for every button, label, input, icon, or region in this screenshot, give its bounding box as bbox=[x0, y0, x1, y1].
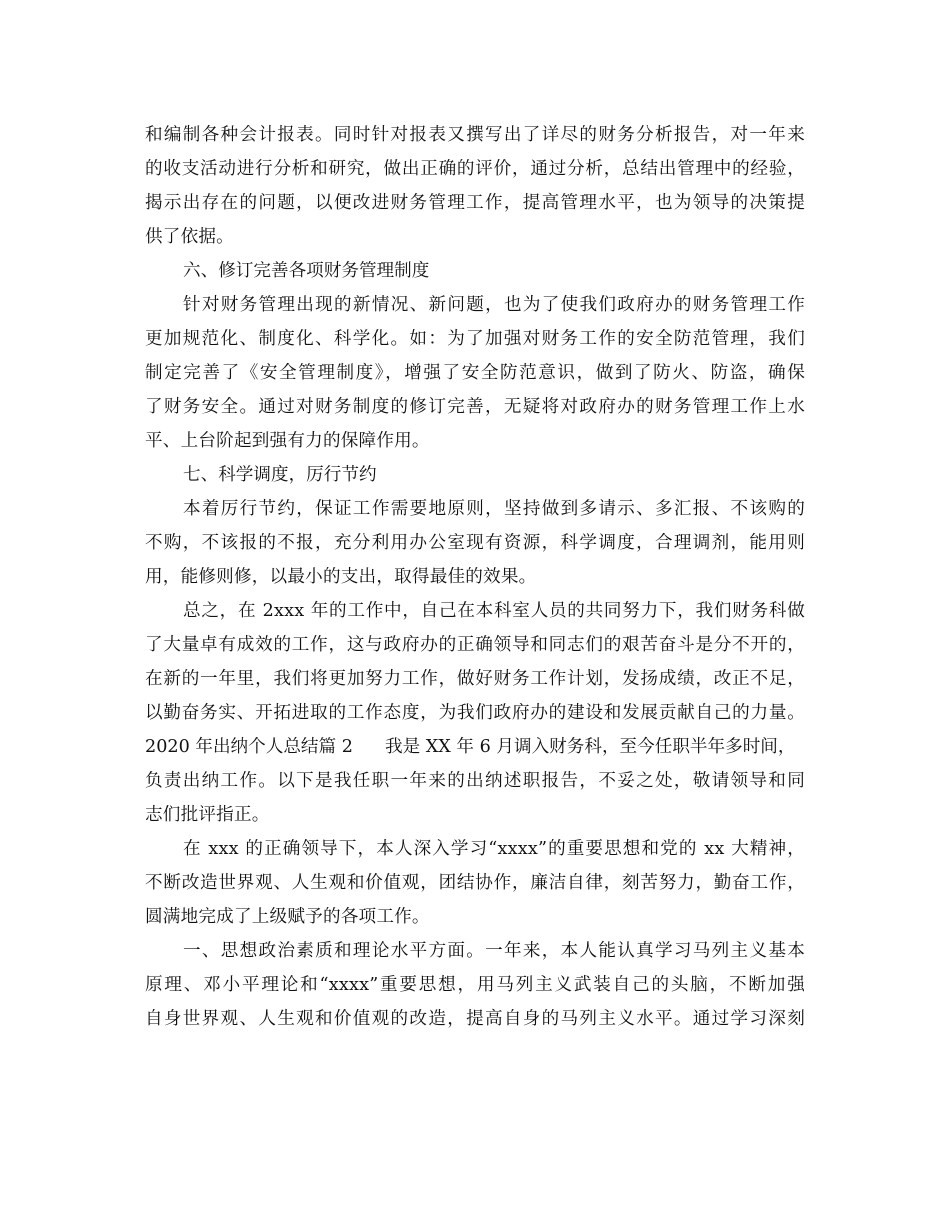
section-heading-6: 六、修订完善各项财务管理制度 bbox=[183, 261, 430, 281]
article-title-line bbox=[145, 730, 805, 764]
article-title-rest: 我是 XX 年 6 月调入财务科，至今任职半年多时间， bbox=[385, 737, 796, 757]
text-line: 用，能修则修，以最小的支出，取得最佳的效果。 bbox=[145, 567, 537, 587]
text-line: 供了依据。 bbox=[145, 227, 234, 247]
text-line: 的收支活动进行分析和研究，做出正确的评价，通过分析，总结出管理中的经验， bbox=[145, 159, 805, 179]
text-line: 揭示出存在的问题，以便改进财务管理工作，提高管理水平，也为领导的决策提 bbox=[145, 193, 805, 213]
text-line: 和编制各种会计报表。同时针对报表又撰写出了详尽的财务分析报告，对一年来 bbox=[145, 125, 805, 145]
text-line: 平、上台阶起到强有力的保障作用。 bbox=[145, 431, 430, 451]
text-line: 针对财务管理出现的新情况、新问题，也为了使我们政府办的财务管理工作 bbox=[183, 295, 805, 315]
text-line: 志们批评指正。 bbox=[145, 805, 270, 825]
text-line: 在 xxx 的正确领导下，本人深入学习“xxxx”的重要思想和党的 xx 大精神， bbox=[183, 839, 805, 859]
text-line: 自身世界观、人生观和价值观的改造，提高自身的马列主义水平。通过学习深刻 bbox=[145, 1009, 805, 1029]
text-line: 原理、邓小平理论和“xxxx”重要思想，用马列主义武装自己的头脑，不断加强 bbox=[145, 975, 805, 995]
text-line: 本着厉行节约，保证工作需要地原则，坚持做到多请示、多汇报、不该购的 bbox=[183, 499, 805, 519]
article-title: 2020 年出纳个人总结篇 2 bbox=[145, 737, 353, 757]
text-line: 负责出纳工作。以下是我任职一年来的出纳述职报告，不妥之处，敬请领导和同 bbox=[145, 771, 805, 791]
text-line: 总之，在 2xxx 年的工作中，自己在本科室人员的共同努力下，我们财务科做 bbox=[183, 601, 805, 621]
text-line: 了财务安全。通过对财务制度的修订完善，无疑将对政府办的财务管理工作上水 bbox=[145, 397, 805, 417]
text-line: 在新的一年里，我们将更加努力工作，做好财务工作计划，发扬成绩，改正不足， bbox=[145, 669, 805, 689]
text-line: 以勤奋务实、开拓进取的工作态度，为我们政府办的建设和发展贡献自己的力量。 bbox=[145, 703, 805, 723]
document-body bbox=[145, 118, 805, 1036]
text-line: 不断改造世界观、人生观和价值观，团结协作，廉洁自律，刻苦努力，勤奋工作， bbox=[145, 873, 805, 893]
text-line: 一、思想政治素质和理论水平方面。一年来，本人能认真学习马列主义基本 bbox=[183, 941, 805, 961]
text-line: 不购，不该报的不报，充分利用办公室现有资源，科学调度，合理调剂，能用则 bbox=[145, 533, 805, 553]
text-line: 圆满地完成了上级赋予的各项工作。 bbox=[145, 907, 430, 927]
section-heading-7: 七、科学调度，厉行节约 bbox=[183, 465, 377, 485]
text-line: 了大量卓有成效的工作，这与政府办的正确领导和同志们的艰苦奋斗是分不开的， bbox=[145, 635, 805, 655]
text-line: 更加规范化、制度化、科学化。如：为了加强对财务工作的安全防范管理，我们 bbox=[145, 329, 805, 349]
text-line: 制定完善了《安全管理制度》，增强了安全防范意识，做到了防火、防盗，确保 bbox=[145, 363, 805, 383]
